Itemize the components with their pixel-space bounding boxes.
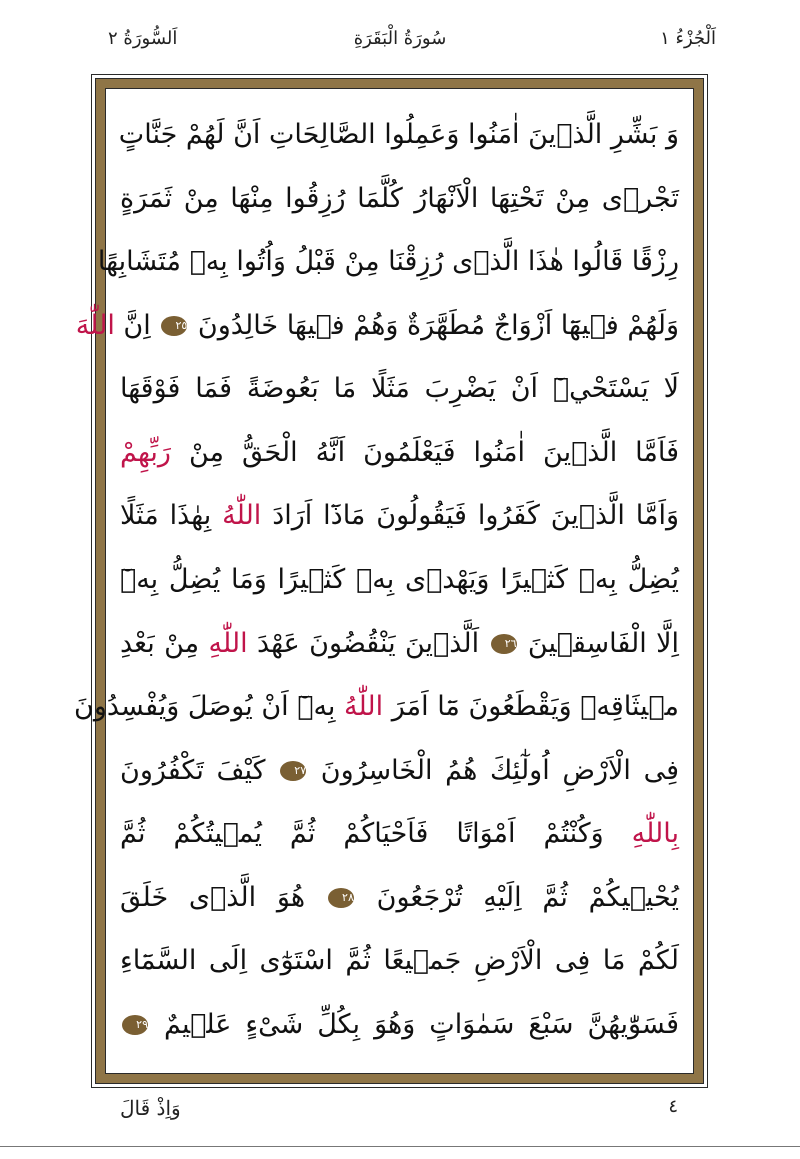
divine-name: اللّٰهُ	[344, 691, 384, 723]
text-line	[120, 874, 679, 922]
text-line	[120, 175, 679, 223]
verse-text: تَجْرٖى مِنْ تَحْتِهَا الْاَنْهَارُ كُلَّمَا رُزِقُوا مِنْهَا مِنْ ثَمَرَةٍ	[120, 182, 679, 214]
verse-text: يُضِلُّ بِهٖ كَثٖيرًا وَيَهْدٖى بِهٖ كَثٖيرًا وَمَا يُضِلُّ بِهٖٓ	[120, 563, 679, 595]
verse-text: هُوَ الَّذٖى خَلَقَ	[120, 881, 326, 913]
verse-text: بِهٖٓ اَنْ يُوصَلَ وَيُفْسِدُونَ	[73, 691, 345, 723]
verse-text: مِنْ بَعْدِ	[120, 627, 209, 659]
text-line	[120, 810, 679, 858]
divine-name: اللّٰهُ	[222, 500, 262, 532]
page-header	[0, 28, 800, 68]
text-line	[120, 747, 679, 795]
ayah-marker: ٢٧	[280, 761, 306, 781]
divine-name: رَبِّهِمْ	[120, 436, 171, 468]
ayah-marker: ٢٦	[491, 634, 517, 654]
text-line	[120, 1001, 679, 1049]
divine-name: بِاللّٰهِ	[631, 818, 679, 850]
verse-text: وَكُنْتُمْ اَمْوَاتًا فَاَحْيَاكُمْ ثُمَّ يُمٖيتُكُمْ ثُمَّ	[120, 818, 632, 850]
text-line	[120, 111, 679, 159]
quran-text	[73, 111, 679, 1049]
text-line	[97, 238, 679, 286]
page-number: ٤	[668, 1096, 678, 1117]
text-line	[120, 429, 679, 477]
text-line	[120, 492, 679, 540]
verse-text: اِنَّ	[114, 309, 160, 341]
text-line	[73, 683, 679, 731]
verse-text: لَا يَسْتَحْيٖٓ اَنْ يَضْرِبَ مَثَلًا مَا بَعُوضَةً فَمَا فَوْقَهَا	[120, 373, 679, 405]
ayah-marker: ٢٩	[122, 1015, 148, 1035]
divine-name: اللّٰهِ	[208, 627, 248, 659]
bottom-rule	[0, 1146, 800, 1147]
verse-text: فَسَوّٰيهُنَّ سَبْعَ سَمٰوَاتٍ وَهُوَ بِكُلِّ شَىْءٍ عَلٖيمٌ	[150, 1008, 679, 1040]
juz-label: اَلْجُزْءُ ١	[660, 28, 716, 49]
ayah-marker: ٢٨	[328, 888, 354, 908]
verse-text: رِزْقًا قَالُوا هٰذَا الَّذٖى رُزِقْنَا مِنْ قَبْلُ وَاُتُوا بِهٖ مُتَشَابِهًا	[97, 246, 679, 278]
text-line	[75, 302, 679, 350]
surah-title: سُورَةُ الْبَقَرَةِ	[353, 28, 447, 49]
page-footer	[0, 1092, 800, 1132]
verse-text: وَ بَشِّرِ الَّذٖينَ اٰمَنُوا وَعَمِلُوا الصَّالِحَاتِ اَنَّ لَهُمْ جَنَّاتٍ	[118, 119, 679, 150]
text-line	[120, 365, 679, 413]
catchword: وَاِذْ قَالَ	[120, 1096, 181, 1120]
text-line	[120, 556, 679, 604]
ayah-marker: ٢٥	[161, 316, 187, 336]
verse-text: اَلَّذٖينَ يَنْقُضُونَ عَهْدَ	[247, 627, 489, 659]
text-panel	[73, 88, 694, 1074]
verse-text: اِلَّا الْفَاسِقٖينَ	[518, 627, 679, 659]
verse-text: مٖيثَاقِهٖ وَيَقْطَعُونَ مَٓا اَمَرَ	[383, 691, 679, 723]
verse-text: وَلَهُمْ فٖيهَٓا اَزْوَاجٌ مُطَهَّرَةٌ وَهُمْ فٖيهَا خَالِدُونَ	[189, 309, 679, 341]
verse-text: لَكُمْ مَا فِى الْاَرْضِ جَمٖيعًا ثُمَّ اسْتَوٰٓى اِلَى السَّمَٓاءِ	[120, 945, 679, 977]
surah-number: اَلسُّورَةُ ٢	[108, 28, 178, 49]
verse-text: فَاَمَّا الَّذٖينَ اٰمَنُوا فَيَعْلَمُونَ اَنَّهُ الْحَقُّ مِنْ	[170, 436, 679, 468]
text-line	[120, 937, 679, 985]
verse-text: كَيْفَ تَكْفُرُونَ	[120, 754, 279, 786]
gold-border	[73, 78, 704, 1084]
page-frame	[73, 74, 708, 1088]
verse-text: بِهٰذَا مَثَلًا	[120, 500, 223, 532]
verse-text: وَاَمَّا الَّذٖينَ كَفَرُوا فَيَقُولُونَ مَاذَٓا اَرَادَ	[261, 500, 679, 532]
text-line	[120, 620, 679, 668]
divine-name: اللّٰهَ	[75, 309, 115, 341]
verse-text: فِى الْاَرْضِ اُولٰٓئِكَ هُمُ الْخَاسِرُونَ	[308, 754, 679, 786]
verse-text: يُحْيٖيكُمْ ثُمَّ اِلَيْهِ تُرْجَعُونَ	[355, 881, 679, 913]
